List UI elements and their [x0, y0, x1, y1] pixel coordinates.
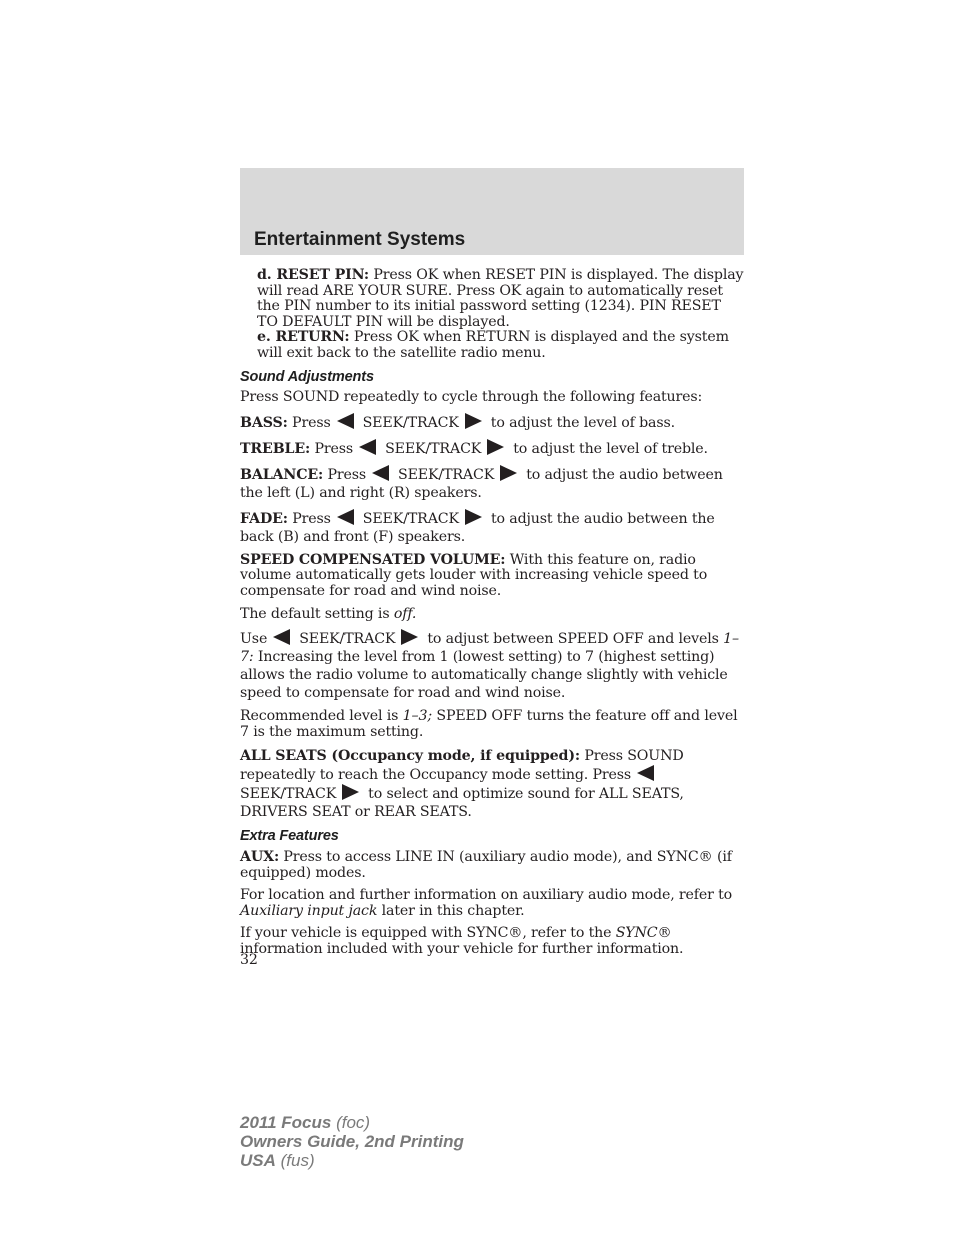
footer-guide: Owners Guide, 2nd Printing [240, 1132, 464, 1151]
seek-track-text: SEEK/TRACK [398, 466, 495, 483]
left-triangle-icon [273, 629, 290, 645]
right-triangle-icon [342, 784, 359, 800]
reset-pin-label: d. RESET PIN: [257, 267, 370, 283]
sync-text-1: If your vehicle is equipped with SYNC®, refer to the [240, 925, 612, 942]
section-title: Entertainment Systems [254, 229, 466, 250]
reset-pin-paragraph [257, 268, 744, 330]
seek-track-text: SEEK/TRACK [362, 510, 459, 527]
aux-paragraph [240, 850, 744, 881]
left-triangle-icon [637, 765, 654, 781]
left-triangle-icon [337, 413, 354, 429]
balance-paragraph [240, 465, 744, 502]
bass-label: BASS: [240, 414, 288, 431]
use-text: Use [240, 631, 268, 648]
footer-guide-line [240, 1132, 464, 1151]
fade-text: to adjust the audio between the back (B) and front (F) speakers. [240, 510, 715, 545]
press-text: Press [314, 440, 354, 457]
page-number: 32 [240, 952, 258, 969]
return-text: Press OK when RETURN is displayed and the system will exit back to the satellite radio menu. [257, 329, 729, 361]
aux-text: Press to access LINE IN (auxiliary audio mode), and SYNC® (if equipped) modes. [240, 848, 732, 881]
location-end: later in this chapter. [381, 902, 525, 919]
treble-paragraph [240, 439, 744, 458]
reset-pin-text: Press OK when RESET PIN is displayed. The display will read ARE YOUR SURE. Press OK again to automatically reset the PIN number to its initial password setting (1234). PIN RESET TO DEFAULT PIN will be displayed. [257, 267, 744, 330]
seek-track-text: SEEK/TRACK [385, 440, 482, 457]
sync-ref: SYNC® [615, 925, 672, 942]
use-levels-text: to adjust between SPEED OFF and levels [427, 631, 719, 648]
all-seats-paragraph [240, 747, 744, 821]
sound-intro: Press SOUND repeatedly to cycle through the following features: [240, 389, 703, 406]
aux-label: AUX: [240, 848, 280, 865]
right-triangle-icon [500, 465, 517, 481]
scv-paragraph [240, 553, 744, 600]
footer-region-line [240, 1151, 464, 1170]
sound-adjustments-heading: Sound Adjustments [240, 368, 374, 385]
footer-region: USA [240, 1151, 276, 1170]
extra-features-heading: Extra Features [240, 828, 339, 845]
balance-label: BALANCE: [240, 466, 324, 483]
scv-text: With this feature on, radio volume automatically gets louder with increasing vehicle speed to compensate for road and wind noise. [240, 551, 708, 599]
recommended-text: SPEED OFF turns the feature off and level 7 is the maximum setting. [240, 708, 738, 740]
all-seats-text-1: Press SOUND repeatedly to reach the Occupancy mode setting. Press [240, 748, 684, 784]
right-triangle-icon [465, 413, 482, 429]
press-text: Press [327, 466, 367, 483]
recommended-value: 1–3; [402, 708, 432, 725]
auxiliary-input-jack-ref: Auxiliary input jack [240, 902, 378, 919]
left-triangle-icon [337, 509, 354, 525]
document-footer [240, 1113, 464, 1170]
footer-model-line [240, 1113, 464, 1132]
seek-track-text: SEEK/TRACK [299, 631, 396, 648]
treble-label: TREBLE: [240, 440, 311, 457]
use-levels-paragraph [240, 629, 744, 702]
return-label: e. RETURN: [257, 329, 350, 346]
scv-label: SPEED COMPENSATED VOLUME: [240, 551, 506, 568]
default-value: off. [393, 605, 417, 622]
left-triangle-icon [359, 439, 376, 455]
press-text: Press [292, 510, 331, 527]
recommended-prefix: Recommended level is [240, 708, 399, 725]
seek-track-text: SEEK/TRACK [240, 786, 337, 803]
right-triangle-icon [465, 509, 482, 525]
bass-text: to adjust the level of bass. [490, 414, 675, 431]
left-triangle-icon [372, 465, 389, 481]
sync-text-2: information included with your vehicle for further information. [240, 940, 684, 957]
footer-model: 2011 Focus [240, 1113, 332, 1132]
location-paragraph [240, 888, 744, 919]
treble-text: to adjust the level of treble. [513, 440, 708, 457]
right-triangle-icon [401, 629, 418, 645]
return-paragraph [257, 330, 744, 361]
balance-text: to adjust the audio between the left (L) and right (R) speakers. [240, 466, 723, 501]
seek-track-text: SEEK/TRACK [362, 414, 459, 431]
levels-range: 1–7: [240, 631, 739, 666]
recommended-paragraph [240, 709, 744, 740]
fade-paragraph [240, 509, 744, 546]
sync-paragraph [240, 926, 744, 957]
right-triangle-icon [487, 439, 504, 455]
default-setting-paragraph [240, 607, 744, 623]
all-seats-text-2: to select and optimize sound for ALL SEATS, DRIVERS SEAT or REAR SEATS. [240, 786, 684, 821]
footer-model-code: (foc) [336, 1113, 371, 1132]
default-prefix: The default setting is [240, 605, 390, 622]
location-text: For location and further information on auxiliary audio mode, refer to [240, 887, 733, 904]
all-seats-label: ALL SEATS (Occupancy mode, if equipped): [240, 748, 580, 765]
press-text: Press [292, 414, 331, 431]
page-content [240, 268, 744, 976]
fade-label: FADE: [240, 510, 288, 527]
bass-paragraph [240, 413, 744, 432]
levels-text: Increasing the level from 1 (lowest setting) to 7 (highest setting) allows the radio volume to automatically change slightly with vehicle speed to compensate for road and wind noise. [240, 649, 728, 702]
footer-region-code: (fus) [280, 1151, 315, 1170]
section-header [240, 168, 744, 255]
